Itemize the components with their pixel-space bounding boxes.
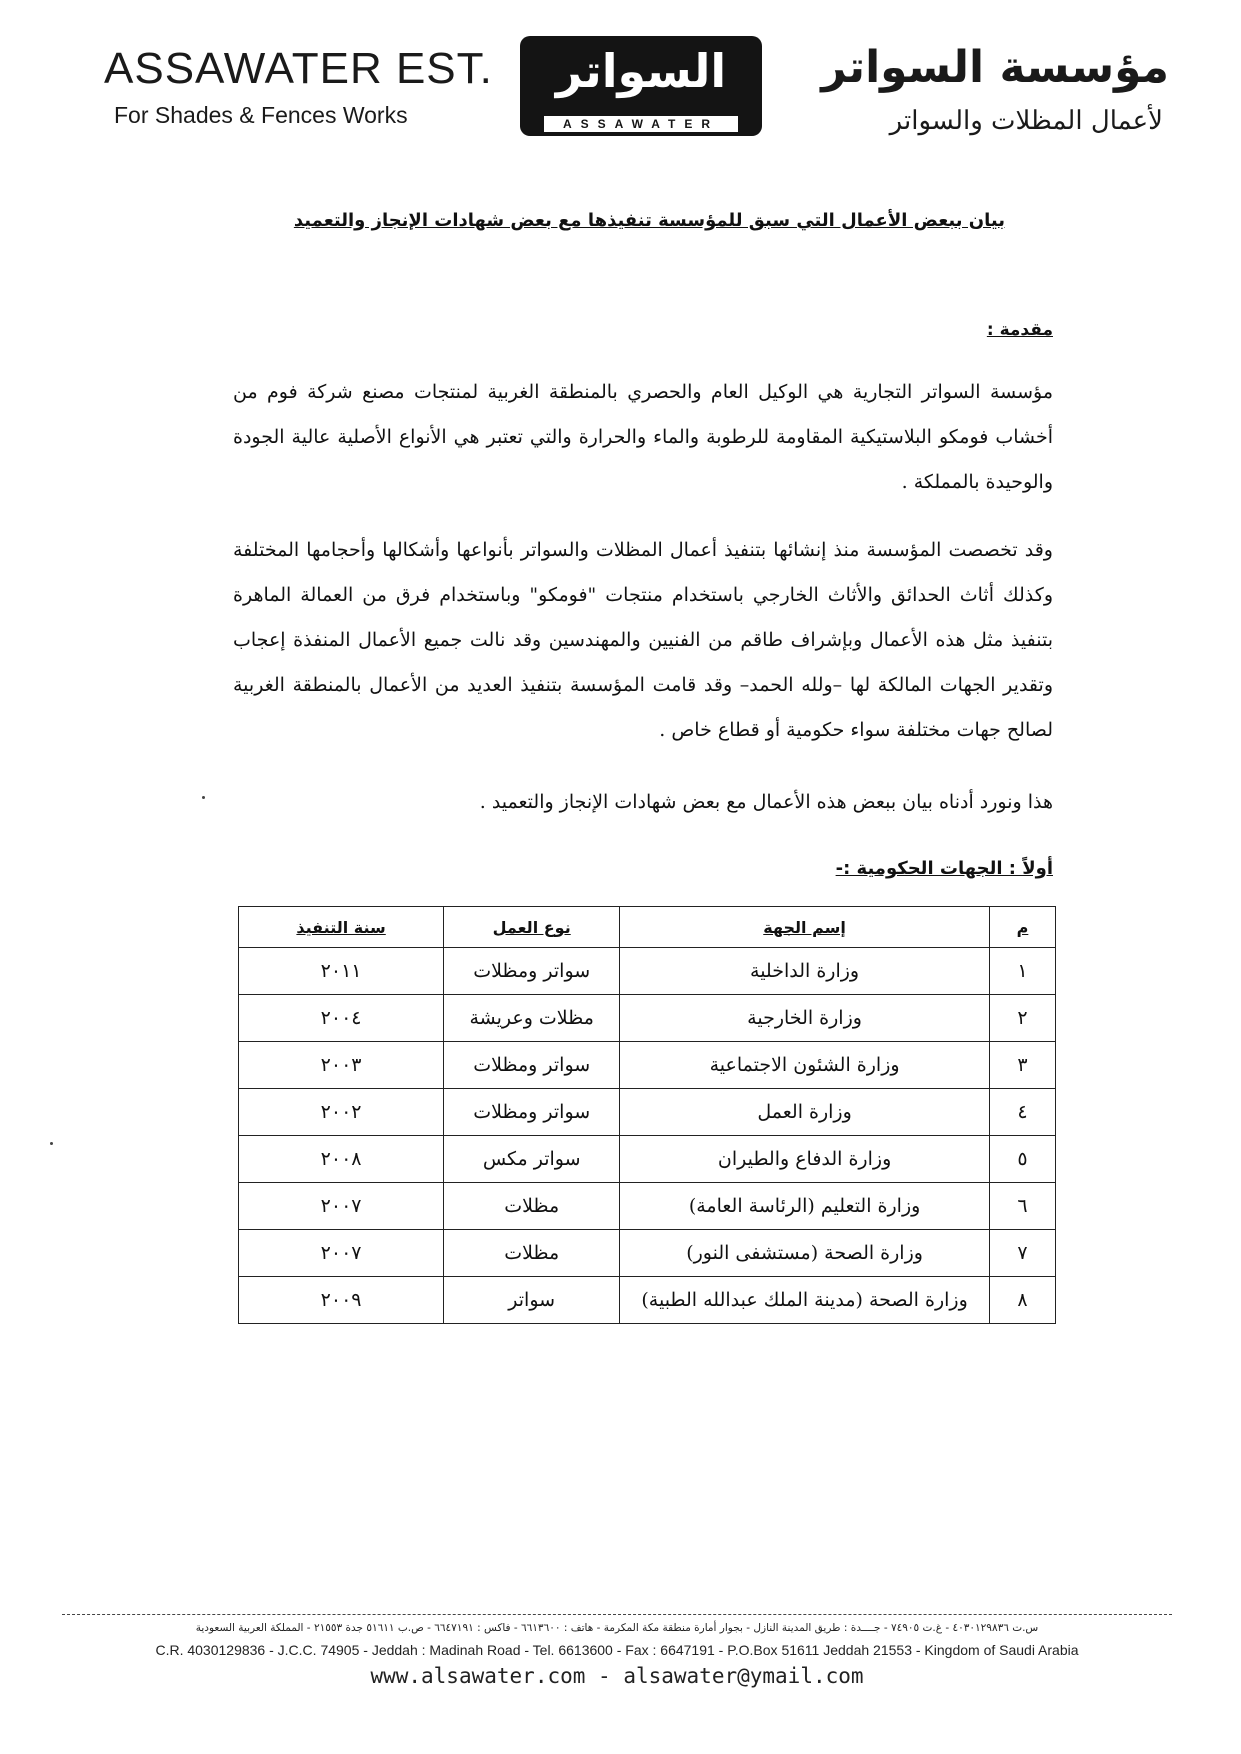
intro-paragraph-2: وقد تخصصت المؤسسة منذ إنشائها بتنفيذ أعمال المظلات والسواتر بأنواعها وأشكالها وأحجامها المختلفة وكذلك أثاث الحدائق والأثاث الخارجي باستخدام منتجات "فومكو" وباستخدام فرق من العمالة الماهرة بتنفيذ مثل هذه الأعمال وبإشراف طاقم من الفنيين والمهندسين وقد نالت جميع الأعمال المنفذة إعجاب وتقدير الجهات المالكة لها –ولله الحمد– وقد قامت المؤسسة بتنفيذ العديد من الأعمال بالمنطقة الغربية لصالح جهات مختلفة سواء حكومية أو قطاع خاص .: [233, 539, 1053, 741]
company-logo: [520, 36, 762, 136]
table-row: [239, 1136, 1056, 1183]
cell-work-type: سواتر: [444, 1277, 620, 1324]
cell-entity: وزارة الشئون الاجتماعية: [620, 1042, 990, 1089]
cell-work-type: مظلات وعريشة: [444, 995, 620, 1042]
cell-index: ٢: [989, 995, 1055, 1042]
cell-entity: وزارة الصحة (مدينة الملك عبدالله الطبية): [620, 1277, 990, 1324]
cell-work-type: سواتر مكس: [444, 1136, 620, 1183]
cell-entity: وزارة الخارجية: [620, 995, 990, 1042]
cell-index: ٤: [989, 1089, 1055, 1136]
cell-index: ٥: [989, 1136, 1055, 1183]
cell-year: ٢٠٠٧: [239, 1183, 444, 1230]
table-row: [239, 1277, 1056, 1324]
logo-text-en: ASSAWATER: [544, 116, 738, 132]
cell-index: ٨: [989, 1277, 1055, 1324]
intro-paragraph-3: هذا ونورد أدناه بيان ببعض هذه الأعمال مع بعض شهادات الإنجاز والتعميد .: [479, 791, 1053, 813]
col-header-year: سنة التنفيذ: [239, 907, 444, 948]
cell-entity: وزارة الداخلية: [620, 948, 990, 995]
cell-work-type: مظلات: [444, 1230, 620, 1277]
table-row: [239, 1230, 1056, 1277]
cell-work-type: سواتر ومظلات: [444, 1089, 620, 1136]
table-row: [239, 1042, 1056, 1089]
col-header-entity: إسم الجهة: [620, 907, 990, 948]
cell-year: ٢٠١١: [239, 948, 444, 995]
footer-web-email[interactable]: www.alsawater.com - alsawater@ymail.com: [370, 1664, 864, 1688]
scan-speck: [202, 796, 205, 799]
cell-year: ٢٠٠٣: [239, 1042, 444, 1089]
col-header-index: م: [989, 907, 1055, 948]
table-row: [239, 948, 1056, 995]
cell-index: ٦: [989, 1183, 1055, 1230]
footer-address-ar: س.ت ٤٠٣٠١٢٩٨٣٦ - غ.ت ٧٤٩٠٥ - جــــدة : طريق المدينة النازل - بجوار أمارة منطقة مكة المكرمة - هاتف : ٦٦١٣٦٠٠ - فاكس : ٦٦٤٧١٩١ - ص.ب ٥١٦١١ جدة ٢١٥٥٣ - المملكة العربية السعودية: [195, 1622, 1039, 1634]
cell-year: ٢٠٠٧: [239, 1230, 444, 1277]
cell-entity: وزارة الصحة (مستشفى النور): [620, 1230, 990, 1277]
cell-year: ٢٠٠٩: [239, 1277, 444, 1324]
cell-index: ٧: [989, 1230, 1055, 1277]
cell-index: ١: [989, 948, 1055, 995]
footer-divider: [62, 1614, 1172, 1615]
table-row: [239, 995, 1056, 1042]
cell-year: ٢٠٠٢: [239, 1089, 444, 1136]
footer-address-en: C.R. 4030129836 - J.C.C. 74905 - Jeddah : Madinah Road - Tel. 6613600 - Fax : 6647191 - P.O.Box 51611 Jeddah 21553 - Kingdom of Saudi Arabia: [155, 1642, 1079, 1658]
government-projects-table: [238, 906, 1056, 1324]
company-tagline-ar: لأعمال المظلات والسواتر: [889, 106, 1163, 136]
table-header-row: [239, 907, 1056, 948]
cell-year: ٢٠٠٤: [239, 995, 444, 1042]
cell-work-type: مظلات: [444, 1183, 620, 1230]
intro-heading: مقدمة :: [986, 320, 1053, 340]
intro-paragraph-1: مؤسسة السواتر التجارية هي الوكيل العام والحصري بالمنطقة الغربية لمنتجات مصنع شركة فوم من أخشاب فومكو البلاستيكية المقاومة للرطوبة والماء والحرارة والتي تعتبر هي الأنواع الأصلية عالية الجودة والوحيدة بالمملكة .: [233, 381, 1053, 493]
section-heading-government: أولاً : الجهات الحكومية :-: [835, 858, 1053, 879]
cell-entity: وزارة التعليم (الرئاسة العامة): [620, 1183, 990, 1230]
col-header-work-type: نوع العمل: [444, 907, 620, 948]
company-name-ar: مؤسسة السواتر: [821, 42, 1169, 93]
logo-text-ar: السواتر: [555, 44, 727, 98]
cell-entity: وزارة الدفاع والطيران: [620, 1136, 990, 1183]
cell-work-type: سواتر ومظلات: [444, 948, 620, 995]
document-title: بيان ببعض الأعمال التي سبق للمؤسسة تنفيذها مع بعض شهادات الإنجاز والتعميد: [293, 210, 1005, 231]
table-row: [239, 1183, 1056, 1230]
company-name-en: ASSAWATER EST.: [104, 44, 493, 93]
cell-year: ٢٠٠٨: [239, 1136, 444, 1183]
table-row: [239, 1089, 1056, 1136]
company-tagline-en: For Shades & Fences Works: [114, 102, 408, 128]
cell-index: ٣: [989, 1042, 1055, 1089]
cell-entity: وزارة العمل: [620, 1089, 990, 1136]
cell-work-type: سواتر ومظلات: [444, 1042, 620, 1089]
scan-speck: [50, 1142, 53, 1145]
